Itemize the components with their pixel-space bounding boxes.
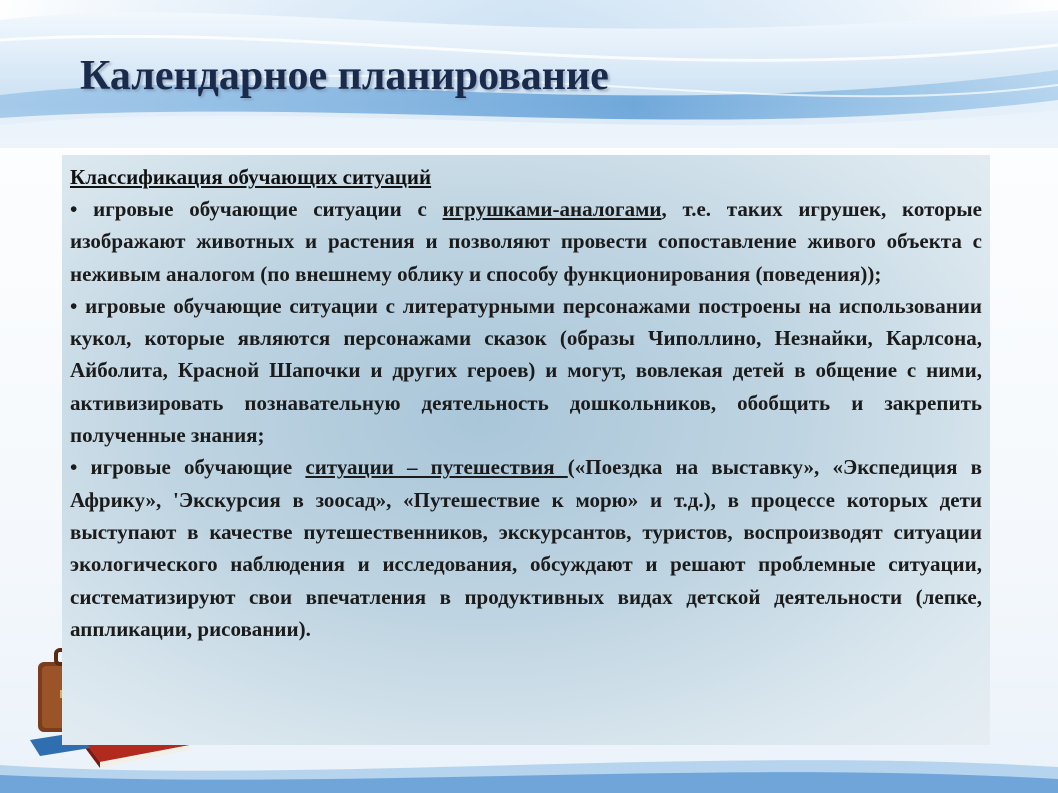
bullet-toy-analogues xyxy=(70,193,982,290)
bullet-text: («Поездка на выставку», «Экспедиция в Африку», 'Экскурсия в зоосад», «Путешествие к морю» и т.д.), в процессе которых дети выступают в качестве путешественников, экскурсантов, туристов, воспроизводят ситуации экологического наблюдения и исследования, обсуждают и решают проблемные ситуации, систематизируют свои впечатления в продуктивных видах детской деятельности (лепке, аппликации, рисовании). xyxy=(70,455,982,641)
header-band xyxy=(0,0,1058,150)
section-heading: Классификация обучающих ситуаций xyxy=(70,165,432,189)
content-box xyxy=(62,155,990,745)
bullet-text: • игровые обучающие ситуации с литературными персонажами построены на использовании кукол, которые являются персонажами сказок (образы Чиполлино, Незнайки, Карлсона, Айболита, Красной Шапочки и других героев) и могут, вовлекая детей в общение с ними, активизировать познавательную деятельность дошкольников, обобщить и закрепить полученные знания; xyxy=(70,293,982,448)
bullet-text: • игровые обучающие ситуации с xyxy=(70,197,443,221)
bullet-travel-situations xyxy=(70,451,982,645)
header-divider xyxy=(0,148,1058,150)
bullet-literary-characters xyxy=(70,290,982,451)
page-title: Календарное планирование xyxy=(80,53,609,99)
underlined-term: игрушками-аналогами xyxy=(442,197,662,221)
bullet-text: , т.е. таких игрушек, которые изображают животных и растения и позволяют провести сопоставление живого объекта с неживым аналогом (по внешнему облику и способу функционирования (поведения)); xyxy=(70,197,983,286)
bullet-text: • игровые обучающие xyxy=(70,455,306,480)
underlined-term: ситуации – путешествия xyxy=(305,455,568,480)
